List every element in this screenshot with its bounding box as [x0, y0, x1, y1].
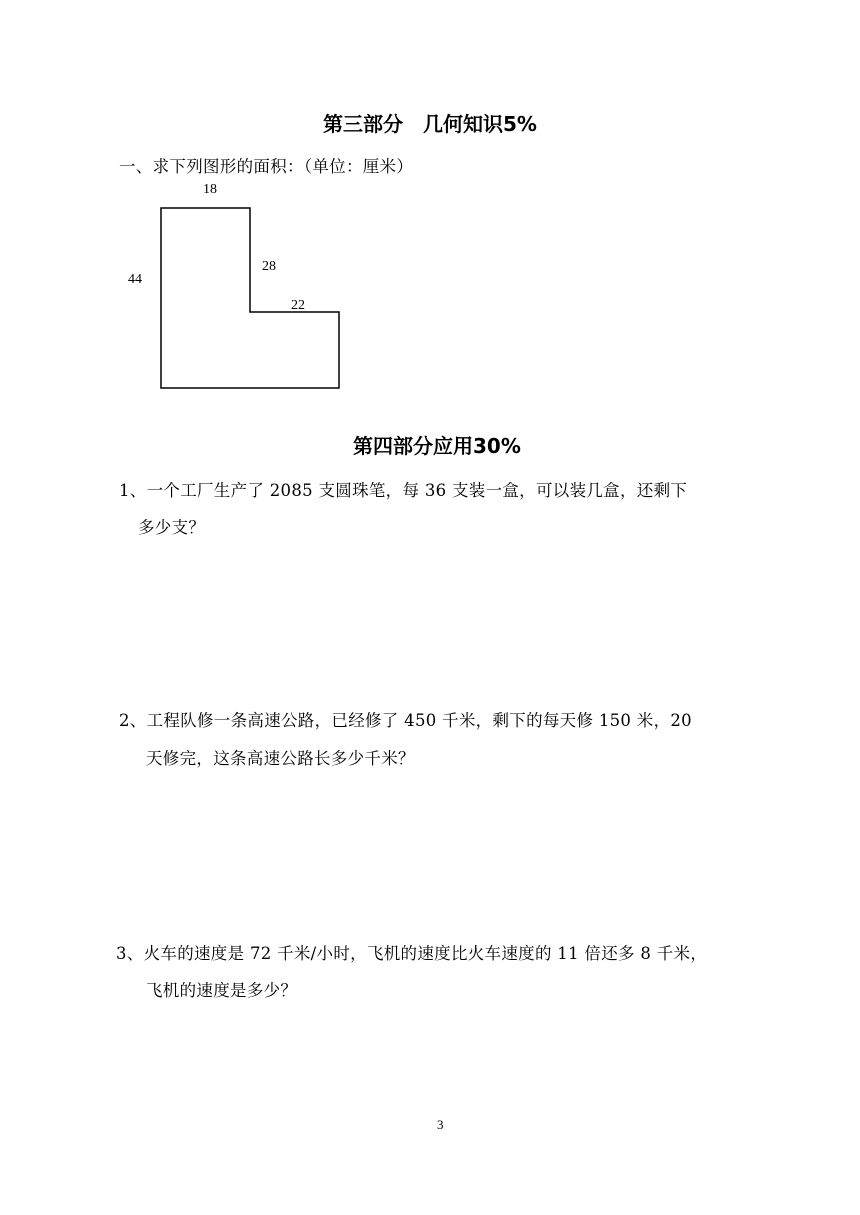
area-question: 一、求下列图形的面积：（单位：厘米）: [119, 157, 414, 176]
l-shape-outline: [161, 208, 339, 388]
figure-label-inner-vertical: 28: [262, 259, 276, 274]
problem-3-line-1: 3、火车的速度是 72 千米/小时，飞机的速度比火车速度的 11 倍还多 8 千米，: [116, 944, 708, 963]
figure-label-inner-horizontal: 22: [291, 298, 305, 313]
problem-1-line-1: 1、一个工厂生产了 2085 支圆珠笔，每 36 支装一盒，可以装几盒，还剩下: [119, 481, 688, 500]
problem-1-line-2: 多少支？: [138, 518, 206, 537]
section-3-title: 第三部分 几何知识5%: [323, 112, 537, 136]
figure-label-left-height: 44: [128, 272, 142, 287]
problem-2-line-1: 2、工程队修一条高速公路，已经修了 450 千米，剩下的每天修 150 米，20: [119, 711, 692, 730]
figure-label-top-width: 18: [203, 182, 217, 197]
problem-3-line-2: 飞机的速度是多少？: [146, 981, 298, 1000]
section-4-title: 第四部分应用30%: [353, 434, 521, 458]
page-number: 3: [437, 1117, 444, 1132]
problem-2-line-2: 天修完，这条高速公路长多少千米？: [146, 749, 415, 768]
